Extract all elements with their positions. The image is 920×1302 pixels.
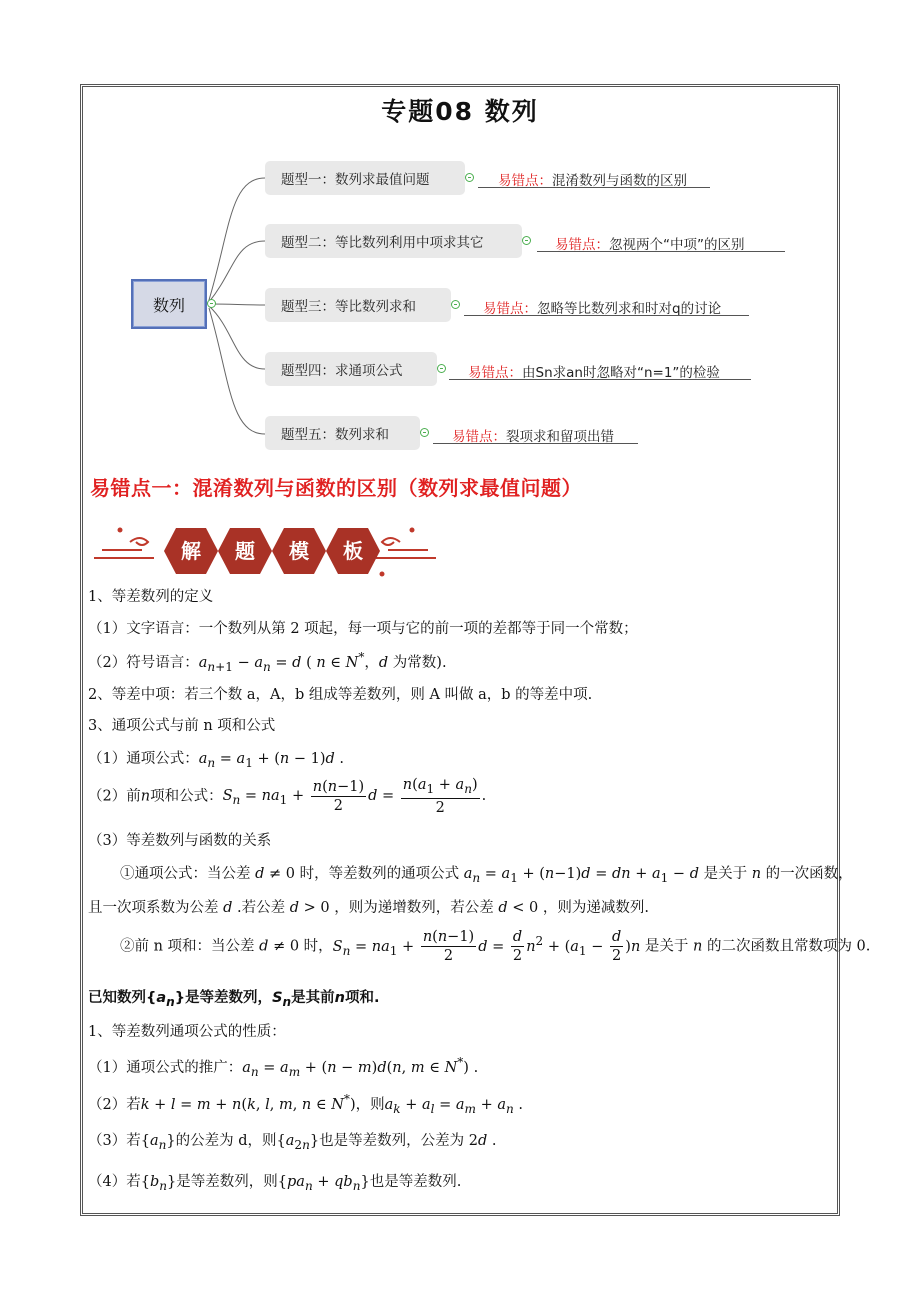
page-title: 专题08 数列 xyxy=(381,97,539,126)
text-span: 是关于 xyxy=(703,866,748,882)
text-span: 的公差为 d，则 xyxy=(175,1133,277,1149)
text-line: 且一次项系数为公差 d .若公差 d > 0 ，则为递增数列，若公差 d < 0 ，则为递减数列. xyxy=(88,900,649,916)
template-banner xyxy=(90,518,440,584)
mindmap-topic-5: 题型五：数列求和 xyxy=(265,416,420,450)
collapse-toggle-icon xyxy=(451,300,460,309)
text-line xyxy=(88,650,447,674)
text-span: ，则为递减数列. xyxy=(542,900,649,916)
note-text: 忽视两个“中项”的区别 xyxy=(609,237,745,253)
note-label: 易错点： xyxy=(555,237,609,253)
text-span: 时， xyxy=(303,938,333,955)
text-line: 1、等差数列的定义 xyxy=(88,589,214,605)
note-text: 裂项求和留项出错 xyxy=(506,429,614,445)
formula: $a_n = a_m + (n - m)d(n$, m ∈ N*) . xyxy=(242,1055,479,1079)
banner-char: 解 xyxy=(181,539,201,563)
text-span: （2）若 xyxy=(88,1096,141,1113)
text-line: ②前 n 项和：当公差 d ≠ 0 时，$S_n = na_1$ + $\frac{n(n-1)}{2}$ d = $\frac{d}{2}$ $n^2 + (a_1$ − $\frac{d}{2}$ )n 是关于 n 的二次函数且常数项为 0. xyxy=(120,929,871,964)
formula: $S_n = na_1$ + $\frac{n(n-1)}{2}$ d = $\frac{d}{2}$ $n^2 + (a_1$ − $\frac{d}{2}$ )n xyxy=(332,929,641,964)
text-line: （3）等差数列与函数的关系 xyxy=(88,833,272,849)
note-text: 混淆数列与函数的区别 xyxy=(552,173,687,189)
text-span: ②前 n 项和：当公差 xyxy=(120,938,255,955)
text-span: 是其前 xyxy=(291,990,335,1006)
text-line: （4）若$\{b_n\}$是等差数列，则$\{pa_n + qb_n\}$也是等差数列. xyxy=(88,1174,462,1193)
text-span: 的二次函数且常数项为 0. xyxy=(706,938,871,955)
text-span: （2）前 xyxy=(88,788,141,805)
text-span: 的一次函数， xyxy=(765,866,853,882)
banner-char: 模 xyxy=(289,539,309,563)
mindmap-note-3 xyxy=(483,297,721,317)
text-span: 时，等差数列的通项公式 xyxy=(299,866,460,882)
text-line xyxy=(88,1092,523,1116)
note-text: 由Sn求an时忽略对“n=1”的检验 xyxy=(522,365,720,381)
text-span: 且一次项系数为公差 xyxy=(88,900,219,916)
text-line: （1）文字语言：一个数列从第 2 项起，每一项与它的前一项的差都等于同一个常数； xyxy=(88,621,638,637)
mindmap-topic-1: 题型一：数列求最值问题 xyxy=(265,161,465,195)
banner-char: 板 xyxy=(343,539,363,563)
text-line: ①通项公式：当公差 d ≠ 0 时，等差数列的通项公式 $a_n = a_1 + (n-1)d$ = dn + $a_1 - d$ 是关于 n 的一次函数， xyxy=(120,866,853,885)
note-text: 忽略等比数列求和时对q的讨论 xyxy=(537,301,722,317)
mindmap-note-5 xyxy=(452,425,614,445)
collapse-toggle-icon xyxy=(522,236,531,245)
text-line: 1、等差数列通项公式的性质： xyxy=(88,1024,286,1040)
note-underline xyxy=(464,315,749,316)
text-span: ，则 xyxy=(355,1096,385,1113)
text-span: 已知数列 xyxy=(88,990,146,1006)
text-span: 也是等差数列. xyxy=(369,1174,462,1190)
text-span: （3）若 xyxy=(88,1133,141,1149)
formula: $a_n = a_1 + (n - 1)d$ . xyxy=(198,751,345,770)
text-span: 是等差数列， xyxy=(185,990,273,1006)
note-underline xyxy=(537,251,785,252)
text-span: （1）通项公式： xyxy=(88,751,199,767)
formula: $a_{n+1} - a_n = d$ ( n ∈ N*，d 为常数). xyxy=(198,650,447,674)
section-heading: 易错点一：混淆数列与函数的区别（数列求最值问题） xyxy=(90,476,582,500)
text-line: 2、等差中项：若三个数 a，A，b 组成等差数列，则 A 叫做 a，b 的等差中项. xyxy=(88,687,593,703)
mindmap-topic-4: 题型四：求通项公式 xyxy=(265,352,437,386)
collapse-toggle-icon xyxy=(437,364,446,373)
text-line: 已知数列$\{a_n\}$是等差数列，$S_n$是其前n项和. xyxy=(88,990,380,1009)
text-span: 是关于 xyxy=(644,938,689,955)
text-line: 3、通项公式与前 n 项和公式 xyxy=(88,718,276,734)
text-line: （2）前n项和公式：$S_n = na_1$ + $\frac{n(n-1)}{2}$ d = $\frac{n(a_1 + a_n)}{2}$ . xyxy=(88,777,487,816)
mindmap-note-4 xyxy=(468,361,720,381)
note-label: 易错点： xyxy=(452,429,506,445)
collapse-toggle-icon xyxy=(207,299,216,308)
text-span: ①通项公式：当公差 xyxy=(120,866,251,882)
mindmap-note-2 xyxy=(555,233,745,253)
formula: k + l = m + n(k, l, m, n ∈ N*) xyxy=(140,1092,356,1113)
text-span: 也是等差数列，公差为 xyxy=(319,1133,465,1149)
text-span: 项和. xyxy=(344,990,380,1006)
collapse-toggle-icon xyxy=(420,428,429,437)
text-line: （3）若$\{a_n\}$的公差为 d，则$\{a_{2n}\}$也是等差数列，公差为 2d . xyxy=(88,1133,497,1152)
banner-char: 题 xyxy=(235,539,255,563)
text-line xyxy=(88,1055,478,1079)
text-span: 项和公式： xyxy=(150,788,223,805)
collapse-toggle-icon xyxy=(465,173,474,182)
mindmap-topic-2: 题型二：等比数列利用中项求其它 xyxy=(265,224,522,258)
text-span: .若公差 xyxy=(237,900,286,916)
formula: $a_k + a_l = a_m + a_n$ . xyxy=(384,1096,524,1116)
note-underline xyxy=(478,187,710,188)
note-label: 易错点： xyxy=(483,301,537,317)
note-label: 易错点： xyxy=(468,365,522,381)
text-span: （4）若 xyxy=(88,1174,141,1190)
text-line xyxy=(88,747,344,770)
text-span: （1）通项公式的推广： xyxy=(88,1059,243,1076)
mindmap-root: 数列 xyxy=(131,279,207,329)
text-span: 是等差数列，则 xyxy=(176,1174,278,1190)
formula: $S_n = na_1$ + $\frac{n(n-1)}{2}$ d = $\frac{n(a_1 + a_n)}{2}$ . xyxy=(222,777,487,816)
note-underline xyxy=(433,443,638,444)
mindmap-topic-3: 题型三：等比数列求和 xyxy=(265,288,451,322)
text-span: （2）符号语言： xyxy=(88,654,199,671)
note-underline xyxy=(449,379,751,380)
text-span: ，则为递增数列，若公差 xyxy=(334,900,494,916)
mindmap-note-1 xyxy=(498,169,687,189)
note-label: 易错点： xyxy=(498,173,552,189)
